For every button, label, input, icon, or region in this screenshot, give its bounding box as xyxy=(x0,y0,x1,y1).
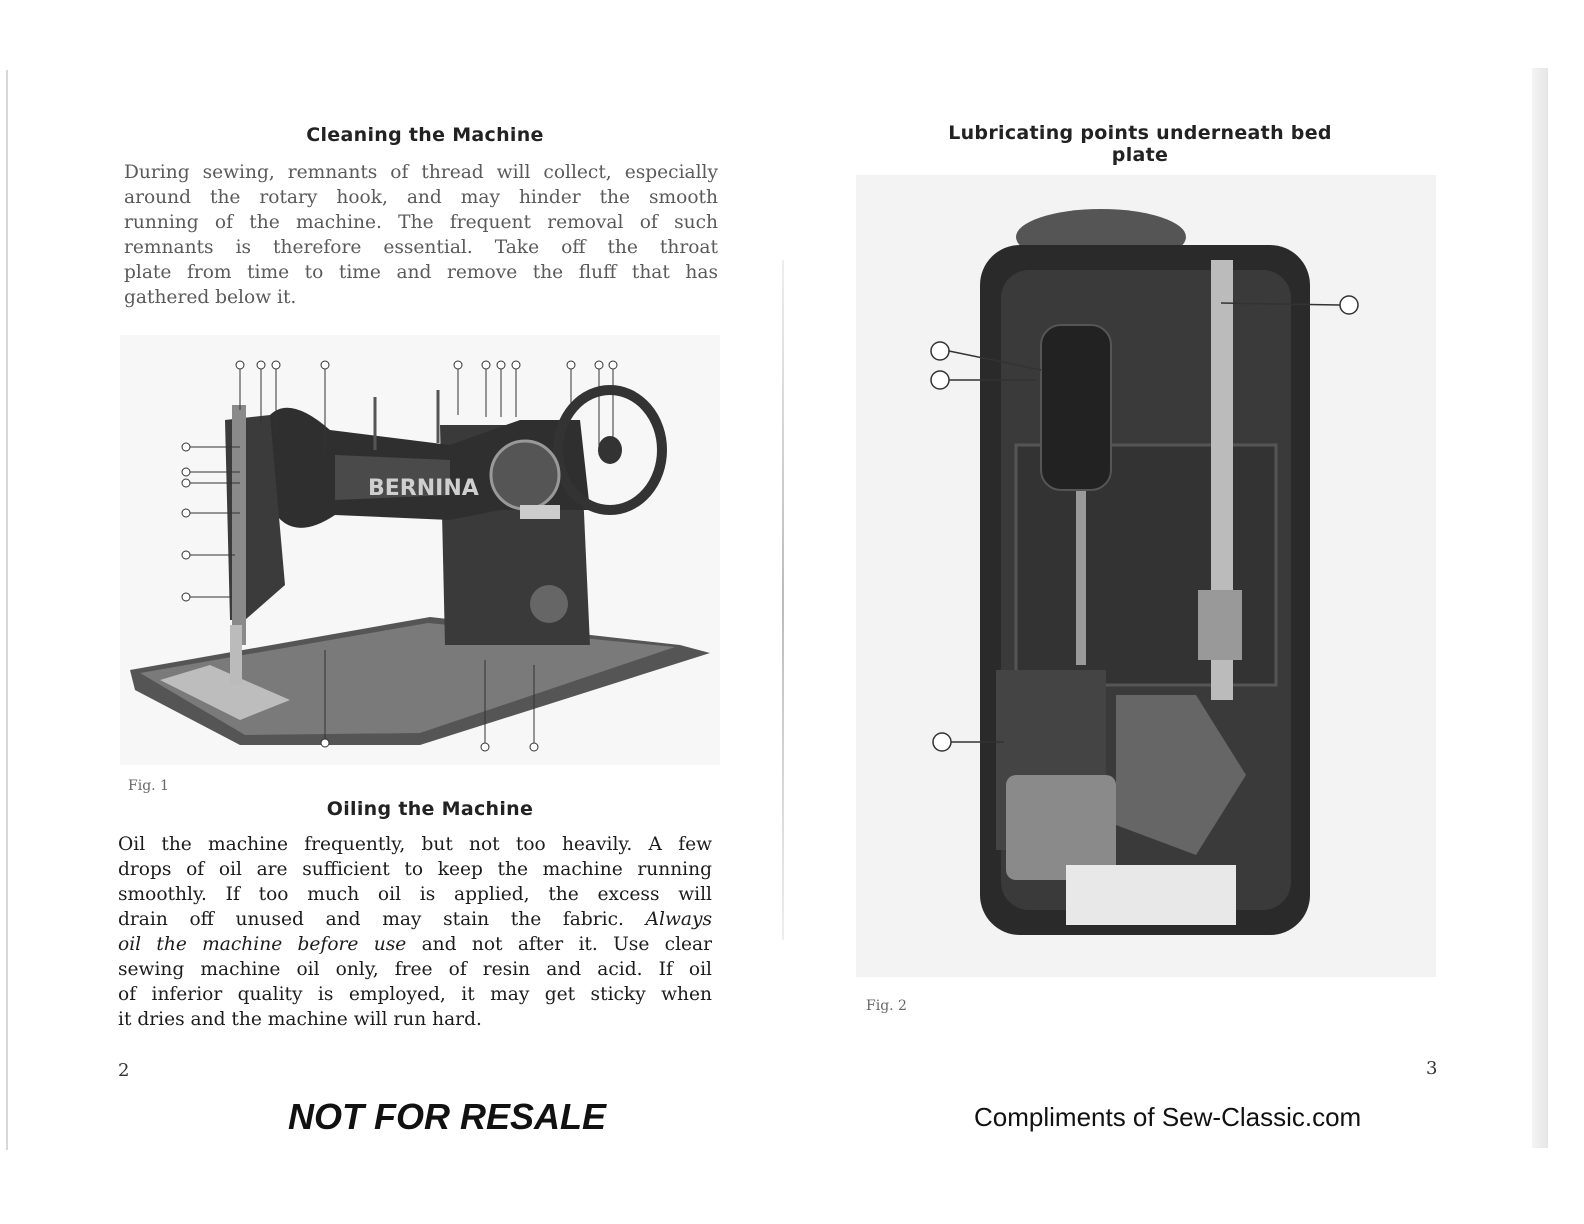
emphasized-text: oil the machine before use xyxy=(118,934,407,955)
oiling-heading: Oiling the Machine xyxy=(326,798,534,820)
figure-2-label: Fig. 2 xyxy=(866,998,907,1014)
text-fragment: drain off unused and may stain the fabric. xyxy=(118,909,624,930)
text-line: of inferior quality is employed, it may get sticky when xyxy=(118,984,712,1005)
text-line: around the rotary hook, and may hinder the smooth xyxy=(124,187,718,208)
emphasized-text: Always xyxy=(645,909,712,930)
cover-plate xyxy=(1006,775,1116,880)
bed-opening xyxy=(1066,865,1236,925)
text-fragment: and not after it. Use clear xyxy=(421,934,712,955)
handwheel-hub xyxy=(598,436,622,464)
right-page xyxy=(790,0,1584,1224)
text-line: drops of oil are sufficient to keep the machine running xyxy=(118,859,712,880)
needle-bar xyxy=(232,405,246,645)
text-line: During sewing, remnants of thread will collect, especially xyxy=(124,162,718,183)
sewing-machine-figure xyxy=(120,335,720,765)
presser-foot xyxy=(230,625,242,685)
text-line: remnants is therefore essential. Take off the throat xyxy=(124,237,718,258)
text-line: gathered below it. xyxy=(124,287,297,308)
text-line: plate from time to time and remove the fluff that has xyxy=(124,262,718,283)
text-line: Oil the machine frequently, but not too heavily. A few xyxy=(118,834,712,855)
text-line: smoothly. If too much oil is applied, the excess will xyxy=(118,884,712,905)
column-emblem xyxy=(530,585,568,623)
compliments-notice: Compliments of Sew-Classic.com xyxy=(974,1102,1362,1132)
text-line xyxy=(118,907,712,932)
text-line: it dries and the machine will run hard. xyxy=(118,1009,482,1030)
stitch-scale xyxy=(520,505,560,519)
oiling-paragraph xyxy=(118,832,712,1032)
bed-plate-underside-figure xyxy=(856,175,1436,977)
page-number: 3 xyxy=(1426,1058,1438,1079)
figure-1-label: Fig. 1 xyxy=(128,778,169,794)
stitch-regulator xyxy=(491,441,559,509)
shaft-coupling xyxy=(1198,590,1242,660)
cleaning-heading: Cleaning the Machine xyxy=(306,124,544,146)
not-for-resale-notice: NOT FOR RESALE xyxy=(288,1096,607,1137)
lubricating-heading: Lubricating points underneath bed plate xyxy=(948,122,1332,166)
text-line: sewing machine oil only, free of resin and acid. If oil xyxy=(118,959,712,980)
bernina-logo: BERNINA xyxy=(368,476,479,501)
hook-shaft xyxy=(1076,475,1086,665)
left-page xyxy=(0,0,790,1224)
gear-housing xyxy=(1041,325,1111,490)
text-line xyxy=(118,932,712,957)
page-number: 2 xyxy=(118,1060,130,1081)
text-line: running of the machine. The frequent removal of such xyxy=(124,212,718,233)
cleaning-paragraph xyxy=(124,160,718,310)
